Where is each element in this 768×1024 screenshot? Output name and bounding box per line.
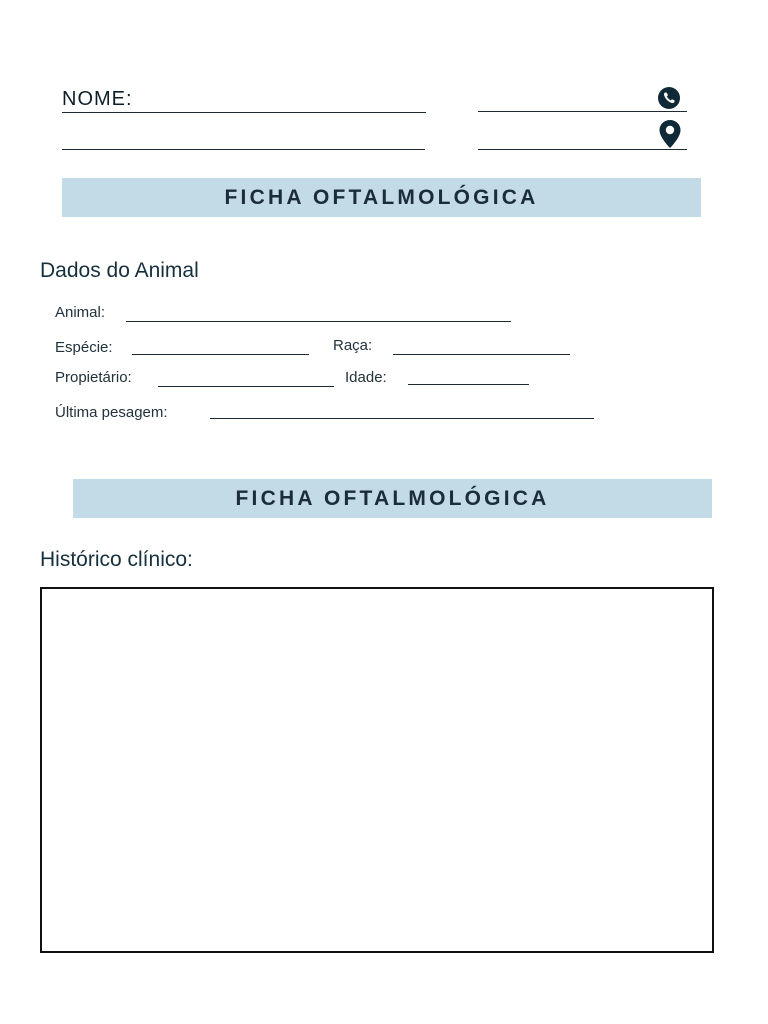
address-input-line[interactable] (478, 149, 687, 150)
raca-label: Raça: (333, 337, 373, 354)
ultima-pesagem-label: Última pesagem: (55, 404, 168, 421)
form-title-text: FICHA OFTALMOLÓGICA (224, 185, 539, 209)
form-title-banner-2 (73, 479, 712, 518)
proprietario-label: Propietário: (55, 369, 132, 386)
form-title-banner (62, 178, 701, 217)
phone-icon (657, 86, 681, 110)
especie-label: Espécie: (55, 339, 113, 356)
historico-title: Histórico clínico: (40, 548, 193, 571)
phone-input-line[interactable] (478, 111, 687, 112)
animal-label: Animal: (55, 304, 106, 321)
form-title-text-2: FICHA OFTALMOLÓGICA (235, 486, 550, 510)
especie-input-line[interactable] (132, 354, 309, 355)
idade-input-line[interactable] (408, 384, 529, 385)
nome-second-input-line[interactable] (62, 149, 425, 150)
nome-label: NOME: (62, 88, 133, 110)
ultima-pesagem-input-line[interactable] (210, 418, 594, 419)
location-pin-icon (657, 119, 683, 149)
idade-label: Idade: (345, 369, 387, 386)
historico-textbox[interactable] (40, 587, 714, 953)
proprietario-input-line[interactable] (158, 386, 334, 387)
raca-input-line[interactable] (393, 354, 570, 355)
animal-input-line[interactable] (126, 321, 511, 322)
animal-section-title: Dados do Animal (40, 259, 199, 282)
nome-input-line[interactable] (62, 112, 426, 113)
